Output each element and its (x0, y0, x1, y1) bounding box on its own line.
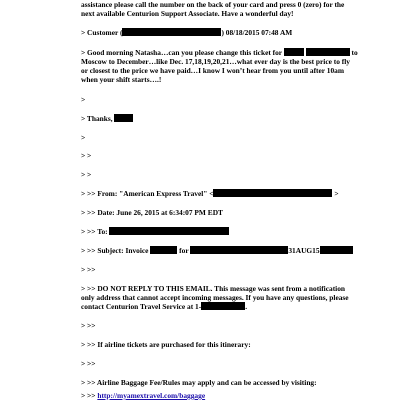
customer-line (81, 28, 292, 37)
request-line-3: or closest to the price we have paid…I know I won’t hear from you until after 10am (81, 66, 345, 75)
redacted-block (306, 48, 350, 56)
redacted-signature (114, 114, 133, 122)
quote-marker: > (81, 95, 86, 104)
customer-prefix: > Customer ( (81, 28, 123, 37)
request-text-a: > Good morning Natasha…can you please change this ticket for (81, 48, 282, 57)
thanks-text: > Thanks, (81, 114, 113, 123)
subject-for: for (179, 246, 189, 255)
quote-marker: > >> (81, 321, 96, 330)
quote-marker: > (81, 133, 86, 142)
redacted-recipient (109, 227, 229, 235)
airline-line: > >> If airline tickets are purchased for this itinerary: (81, 340, 251, 349)
to-label: > >> To: (81, 227, 108, 236)
quote-marker: > >> (81, 359, 96, 368)
notice-line-1: > >> DO NOT REPLY TO THIS EMAIL. This message was sent from a notification (81, 284, 346, 293)
intro-line-1: assistance please call the number on the back of your card and press 0 (zero) for the (81, 0, 345, 9)
subject-label: > >> Subject: Invoice (81, 246, 149, 255)
to-line (81, 227, 229, 236)
quote-marker: > >> (81, 265, 96, 274)
customer-timestamp: ) 08/18/2015 07:48 AM (221, 28, 293, 37)
baggage-link-line (81, 391, 205, 400)
notice-text: contact Centurion Travel Service at 1- (81, 302, 202, 311)
subject-code: 31AUG15 (288, 246, 320, 255)
redacted-customer-name (122, 28, 221, 36)
redacted-block (284, 48, 304, 56)
request-text-b: to (351, 48, 358, 57)
redacted-email-address (213, 189, 332, 197)
baggage-line: > >> Airline Baggage Fee/Rules may apply and can be accessed by visiting: (81, 378, 317, 387)
quote-marker: > > (81, 170, 92, 179)
notice-end: . (245, 302, 248, 311)
intro-line-2: next available Centurion Support Associate. Have a wonderful day! (81, 9, 294, 18)
notice-line-2: only address that cannot accept incoming messages. If you have any questions, please (81, 293, 349, 302)
request-line-4: when your shift starts….! (81, 75, 162, 84)
link-prefix: > >> (81, 391, 96, 400)
baggage-link[interactable]: http://myamextravel.com/baggage (97, 391, 206, 400)
date-line: > >> Date: June 26, 2015 at 6:34:07 PM EDT (81, 208, 223, 217)
redacted-block (320, 246, 353, 254)
quote-marker: > > (81, 151, 92, 160)
request-line-2: Moscow to December…like Dec. 17,18,19,20,21…what ever day is the best price to fly (81, 57, 350, 66)
thanks-line (81, 114, 133, 123)
subject-line (81, 246, 353, 255)
redacted-traveler-name (190, 246, 288, 254)
notice-line-3 (81, 302, 247, 311)
from-suffix: > (334, 189, 339, 198)
redacted-invoice-number (150, 246, 177, 254)
redacted-phone-number (201, 302, 248, 311)
from-label: > >> From: "American Express Travel" < (81, 189, 214, 198)
request-line-1 (81, 48, 358, 57)
from-line (81, 189, 339, 198)
